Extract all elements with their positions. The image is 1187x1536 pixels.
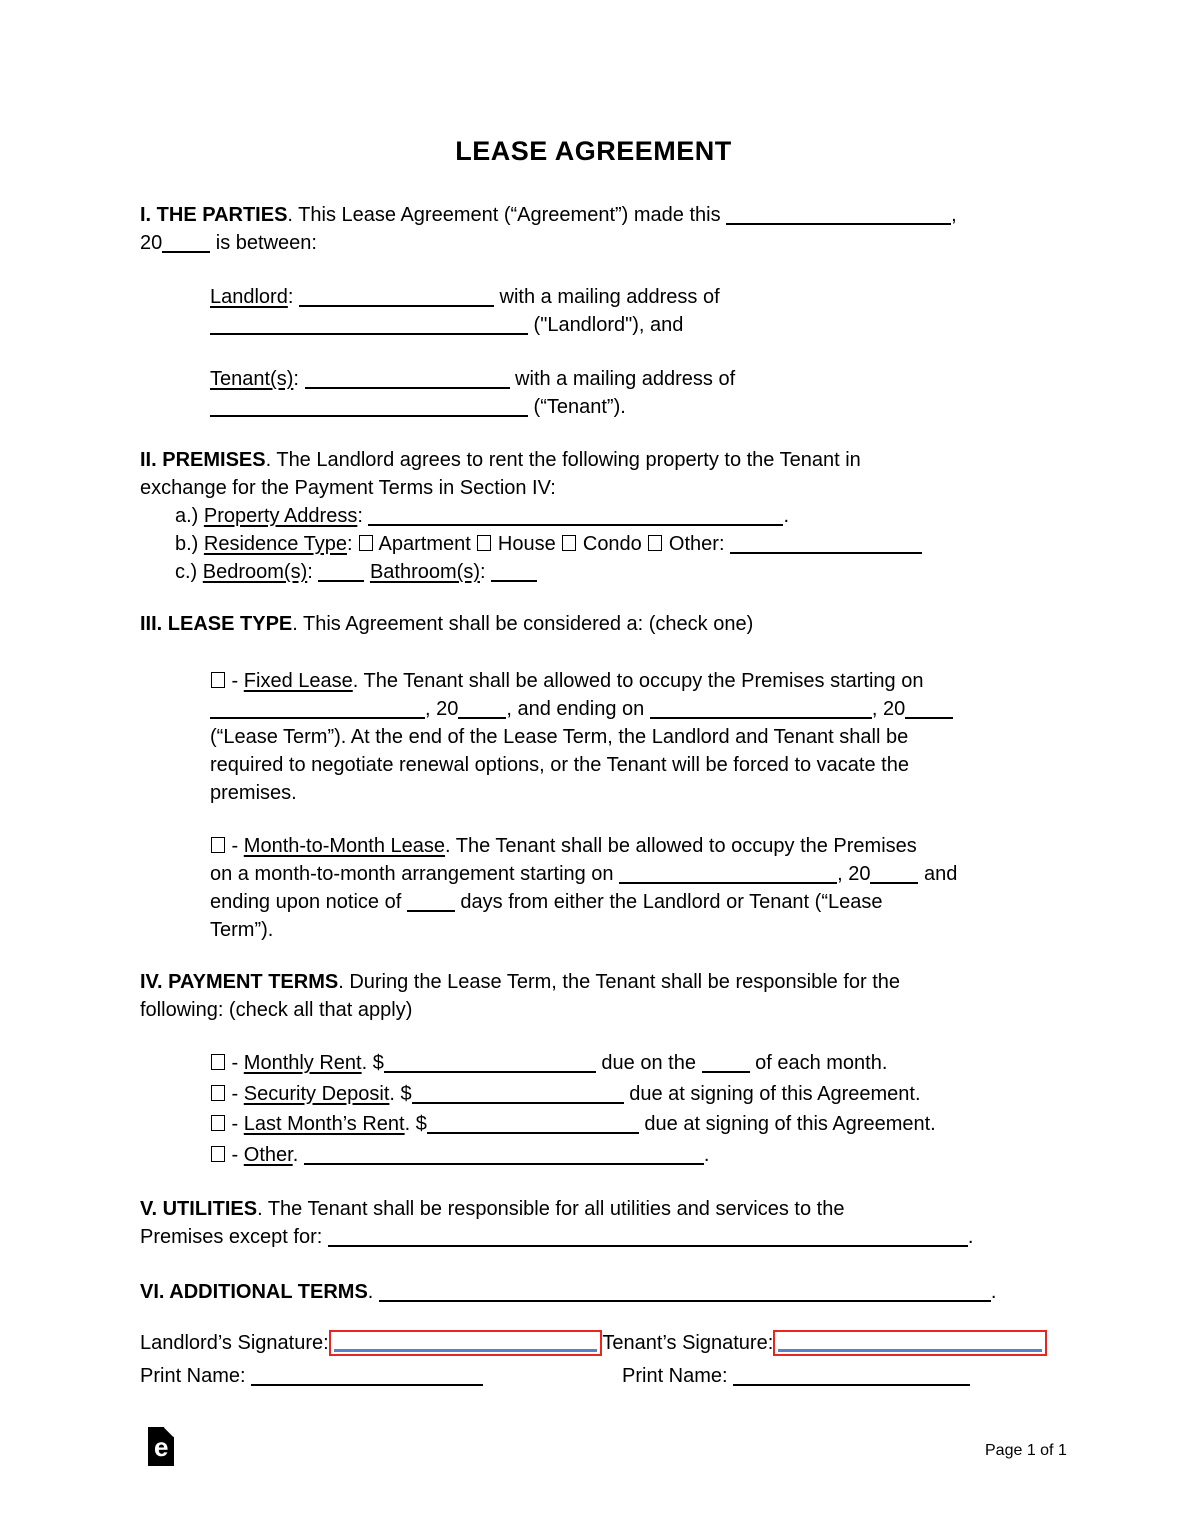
- blank-fill-line: [162, 235, 210, 253]
- body-text: Apartment: [374, 533, 477, 555]
- heading-text: II. PREMISES: [140, 449, 266, 471]
- blank-fill-line: [730, 536, 922, 554]
- text-line: [140, 996, 1047, 1024]
- blank-fill-line: [458, 701, 506, 719]
- body-text: -: [226, 1113, 244, 1135]
- heading-text: III. LEASE TYPE: [140, 613, 293, 635]
- body-text: .: [292, 1143, 304, 1166]
- landlord-signature-field[interactable]: [329, 1330, 603, 1356]
- empty-checkbox-icon: [648, 535, 662, 551]
- body-text: .: [990, 1281, 997, 1303]
- body-text: . The Tenant shall be allowed to occupy the Premises starting on: [352, 670, 924, 692]
- body-text: -: [226, 1143, 244, 1166]
- empty-checkbox-icon: [211, 1054, 225, 1070]
- underlined-term: Tenant(s): [210, 368, 294, 390]
- text-line: [140, 229, 1047, 257]
- body-text: ending upon notice of: [210, 891, 407, 913]
- eforms-logo: [148, 1427, 174, 1466]
- underlined-term: Other: [243, 1143, 293, 1166]
- underlined-term: Residence Type: [203, 533, 347, 555]
- body-text: Term”).: [210, 919, 274, 941]
- tenant-signature-field[interactable]: [773, 1330, 1047, 1356]
- body-text: :: [346, 533, 359, 555]
- text-line: [210, 779, 1047, 807]
- signature-underline: [334, 1349, 598, 1352]
- body-text: . This Lease Agreement (“Agreement”) made this: [287, 204, 727, 226]
- body-text: Other:: [663, 533, 731, 555]
- body-text: exchange for the Payment Terms in Section IV:: [140, 477, 556, 499]
- body-text: ,: [951, 204, 957, 226]
- landlord-print-name-label: Print Name:: [140, 1365, 246, 1387]
- underlined-term: Security Deposit: [243, 1082, 390, 1105]
- text-line: [210, 1140, 1047, 1171]
- text-line: [140, 1278, 1047, 1306]
- body-text: (“Lease Term”). At the end of the Lease Term, the Landlord and Tenant shall be: [210, 726, 909, 748]
- body-text: (“Tenant”).: [528, 396, 626, 418]
- text-line: [210, 916, 1047, 944]
- body-text: ("Landlord"), and: [528, 314, 684, 336]
- empty-checkbox-icon: [211, 1085, 225, 1101]
- empty-checkbox-icon: [562, 535, 576, 551]
- heading-text: VI. ADDITIONAL TERMS: [140, 1281, 368, 1303]
- empty-checkbox-icon: [211, 1146, 225, 1162]
- landlord-signature-label: Landlord’s Signature:: [140, 1332, 329, 1354]
- text-line: [210, 311, 1047, 339]
- empty-checkbox-icon: [477, 535, 491, 551]
- body-text: days from either the Landlord or Tenant (“Lease: [454, 891, 883, 913]
- text-line: [175, 558, 1047, 586]
- heading-text: IV. PAYMENT TERMS: [140, 971, 339, 993]
- text-line: [210, 751, 1047, 779]
- body-text: .: [783, 505, 790, 527]
- text-line: [140, 1223, 1047, 1251]
- page-number-label: Page 1 of 1: [985, 1442, 1067, 1459]
- body-text: . During the Lease Term, the Tenant shall be responsible for the: [338, 971, 901, 993]
- section-utilities: [140, 1195, 1047, 1251]
- blank-fill-line: [384, 1055, 596, 1073]
- body-text: . $: [361, 1052, 384, 1074]
- blank-fill-line: [368, 508, 783, 526]
- blank-fill-line: [304, 1147, 704, 1165]
- body-text: due at signing of this Agreement.: [623, 1082, 921, 1105]
- underlined-term: Month-to-Month Lease: [243, 835, 446, 857]
- underlined-term: Bedroom(s): [202, 561, 308, 583]
- body-text: . The Tenant shall be allowed to occupy the Premises: [445, 835, 917, 857]
- underlined-term: Property Address: [203, 505, 358, 527]
- text-line: [210, 339, 1047, 365]
- body-text: .: [967, 1226, 974, 1248]
- empty-checkbox-icon: [211, 837, 225, 853]
- blank-fill-line: [905, 701, 953, 719]
- blank-fill-line: [412, 1086, 624, 1104]
- signature-underline: [778, 1349, 1042, 1352]
- text-line: [210, 393, 1047, 421]
- underlined-term: Monthly Rent: [243, 1052, 362, 1074]
- text-line: [210, 283, 1047, 311]
- heading-text: V. UTILITIES: [140, 1198, 258, 1220]
- body-text: premises.: [210, 782, 297, 804]
- print-name-row: [140, 1362, 1047, 1390]
- blank-fill-line: [726, 207, 951, 225]
- blank-fill-line: [870, 866, 918, 884]
- body-text: :: [287, 286, 299, 308]
- text-line: [175, 530, 1047, 558]
- body-text: . The Landlord agrees to rent the following property to the Tenant in: [265, 449, 861, 471]
- underlined-term: Fixed Lease: [243, 670, 353, 692]
- empty-checkbox-icon: [211, 1115, 225, 1131]
- blank-fill-line: [328, 1229, 968, 1247]
- section-landlord-tenant: [210, 283, 1047, 421]
- text-line: [210, 1079, 1047, 1110]
- text-line: [210, 888, 1047, 916]
- logo-letter: e: [154, 1432, 169, 1462]
- text-line: [210, 695, 1047, 723]
- body-text: due on the: [595, 1052, 702, 1074]
- body-text: -: [226, 835, 244, 857]
- underlined-term: Landlord: [210, 286, 288, 308]
- blank-fill-line: [318, 564, 364, 582]
- body-text: 20: [140, 232, 163, 254]
- text-line: [210, 667, 1047, 695]
- text-line: [140, 201, 1047, 229]
- tenant-print-name-group: [622, 1362, 970, 1390]
- body-text: , 20: [871, 698, 906, 720]
- body-text: Condo: [577, 533, 648, 555]
- blank-fill-line: [427, 1116, 639, 1134]
- body-text: .: [367, 1281, 379, 1303]
- document-body: [140, 201, 1047, 1306]
- body-text: Premises except for:: [140, 1226, 328, 1248]
- text-line: [210, 832, 1047, 860]
- body-text: . The Tenant shall be responsible for all utilities and services to the: [257, 1198, 845, 1220]
- blank-fill-line: [650, 701, 872, 719]
- section-fixed-lease: [210, 667, 1047, 807]
- body-text: . This Agreement shall be considered a: (check one): [292, 613, 754, 635]
- body-text: House: [492, 533, 562, 555]
- body-text: . $: [404, 1113, 427, 1135]
- body-text: , 20: [425, 698, 459, 720]
- body-text: of each month.: [749, 1052, 888, 1074]
- section-lease-type: [140, 610, 1047, 638]
- tenant-print-name-label: Print Name:: [622, 1365, 728, 1387]
- text-line: [210, 365, 1047, 393]
- body-text: on a month-to-month arrangement starting on: [210, 863, 620, 885]
- body-text: a.): [175, 505, 204, 527]
- heading-text: I. THE PARTIES: [140, 204, 288, 226]
- section-payment-terms: [140, 968, 1047, 1024]
- blank-fill-line: [491, 564, 537, 582]
- underlined-term: Last Month’s Rent: [243, 1113, 405, 1135]
- body-text: :: [307, 561, 319, 583]
- tenant-signature-label: Tenant’s Signature:: [602, 1332, 774, 1354]
- tenant-print-name-blank: [733, 1368, 970, 1386]
- section-payment-items: [210, 1048, 1047, 1170]
- section-premises: [140, 446, 1047, 502]
- text-line: [210, 860, 1047, 888]
- body-text: following: (check all that apply): [140, 999, 413, 1021]
- body-text: . $: [389, 1082, 412, 1105]
- body-text: with a mailing address of: [509, 368, 736, 390]
- body-text: required to negotiate renewal options, or the Tenant will be forced to vacate the: [210, 754, 909, 776]
- blank-fill-line: [210, 399, 528, 417]
- body-text: :: [479, 561, 492, 583]
- body-text: is between:: [210, 232, 317, 254]
- blank-fill-line: [407, 894, 455, 912]
- body-text: -: [226, 1082, 244, 1105]
- text-line: [140, 474, 1047, 502]
- body-text: due at signing of this Agreement.: [638, 1113, 936, 1135]
- section-additional-terms: [140, 1278, 1047, 1306]
- body-text: :: [293, 368, 305, 390]
- section-premises-items: [175, 502, 1047, 586]
- section-month-to-month: [210, 832, 1047, 944]
- text-line: [140, 610, 1047, 638]
- empty-checkbox-icon: [359, 535, 373, 551]
- text-line: [140, 968, 1047, 996]
- body-text: , and ending on: [506, 698, 650, 720]
- body-text: -: [226, 670, 244, 692]
- text-line: [210, 723, 1047, 751]
- text-line: [140, 446, 1047, 474]
- text-line: [210, 1109, 1047, 1140]
- signature-row: [140, 1328, 1047, 1358]
- body-text: , 20: [837, 863, 871, 885]
- blank-fill-line: [379, 1284, 991, 1302]
- text-line: [140, 1195, 1047, 1223]
- body-text: -: [226, 1052, 244, 1074]
- body-text: and: [918, 863, 958, 885]
- blank-fill-line: [702, 1055, 750, 1073]
- text-line: [175, 502, 1047, 530]
- landlord-print-name-blank: [251, 1368, 483, 1386]
- empty-checkbox-icon: [211, 672, 225, 688]
- blank-fill-line: [299, 289, 494, 307]
- blank-fill-line: [305, 371, 510, 389]
- body-text: b.): [175, 533, 204, 555]
- underlined-term: Bathroom(s): [369, 561, 480, 583]
- section-parties: [140, 201, 1047, 257]
- body-text: :: [357, 505, 369, 527]
- blank-fill-line: [210, 701, 425, 719]
- body-text: .: [703, 1143, 710, 1166]
- body-text: c.): [175, 561, 203, 583]
- blank-fill-line: [619, 866, 837, 884]
- body-text: with a mailing address of: [493, 286, 720, 308]
- page-title: LEASE AGREEMENT: [455, 136, 732, 166]
- document-content: [140, 0, 1047, 1390]
- blank-fill-line: [210, 317, 528, 335]
- text-line: [210, 1048, 1047, 1079]
